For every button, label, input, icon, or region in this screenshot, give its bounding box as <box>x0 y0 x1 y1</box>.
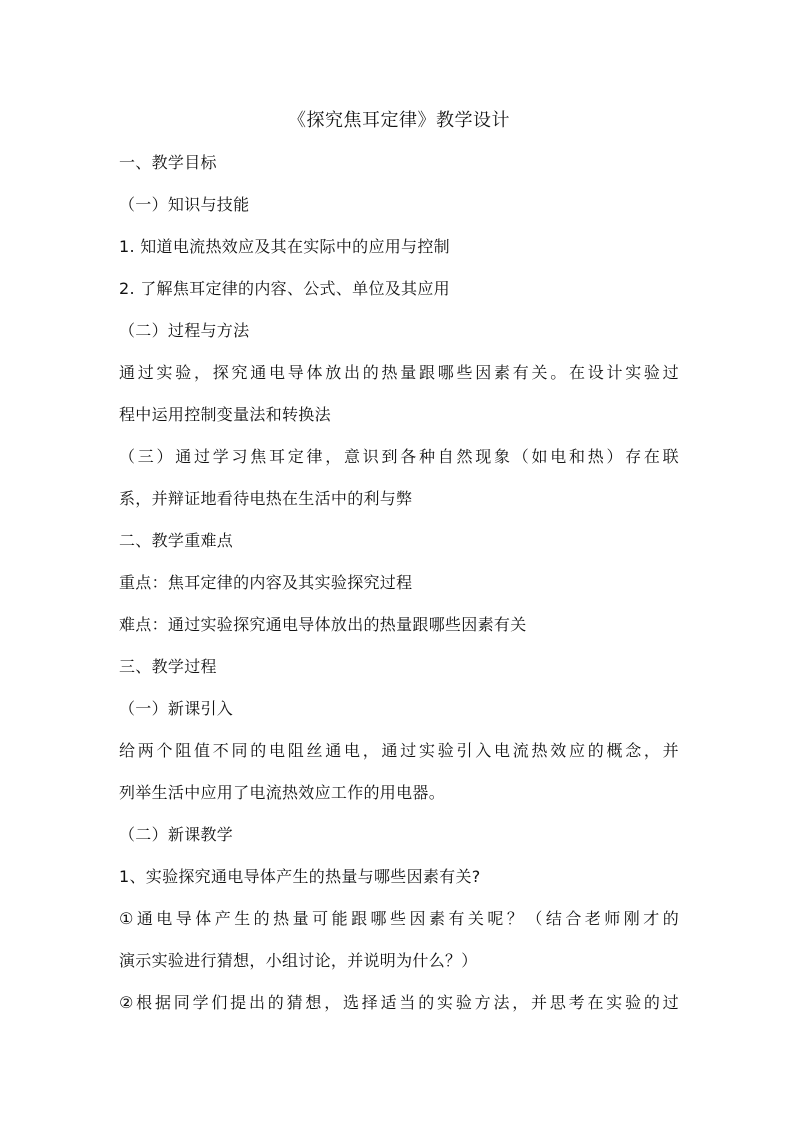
paragraph-line: ②根据同学们提出的猜想，选择适当的实验方法，并思考在实验的过 <box>119 993 679 1012</box>
subsection-new-lesson: （二）新课教学 <box>119 825 234 844</box>
paragraph-line: 通过实验，探究通电导体放出的热量跟哪些因素有关。在设计实验过 <box>119 363 679 382</box>
list-item: 1. 知道电流热效应及其在实际中的应用与控制 <box>119 237 450 256</box>
document-page <box>119 100 679 1024</box>
paragraph-line: 重点：焦耳定律的内容及其实验探究过程 <box>119 573 413 592</box>
section-heading-process: 三、教学过程 <box>119 657 217 676</box>
paragraph-line: 列举生活中应用了电流热效应工作的用电器。 <box>119 783 446 802</box>
document-title: 《探究焦耳定律》教学设计 <box>288 110 510 131</box>
paragraph-line: 给两个阻值不同的电阻丝通电，通过实验引入电流热效应的概念，并 <box>119 741 679 760</box>
paragraph-line: （三）通过学习焦耳定律，意识到各种自然现象（如电和热）存在联 <box>119 447 679 466</box>
subsection-knowledge-skills: （一）知识与技能 <box>119 195 250 214</box>
paragraph-line: 演示实验进行猜想，小组讨论，并说明为什么？） <box>119 951 478 970</box>
section-heading-key-points: 二、教学重难点 <box>119 531 234 550</box>
paragraph-line: ①通电导体产生的热量可能跟哪些因素有关呢？（结合老师刚才的 <box>119 909 679 928</box>
list-item: 1、实验探究通电导体产生的热量与哪些因素有关? <box>119 867 481 886</box>
subsection-process-methods: （二）过程与方法 <box>119 321 250 340</box>
paragraph-line: 系，并辩证地看待电热在生活中的利与弊 <box>119 489 413 508</box>
paragraph-line: 难点：通过实验探究通电导体放出的热量跟哪些因素有关 <box>119 615 527 634</box>
subsection-introduction: （一）新课引入 <box>119 699 234 718</box>
section-heading-objectives: 一、教学目标 <box>119 153 217 172</box>
list-item: 2. 了解焦耳定律的内容、公式、单位及其应用 <box>119 279 450 298</box>
paragraph-line: 程中运用控制变量法和转换法 <box>119 405 331 424</box>
